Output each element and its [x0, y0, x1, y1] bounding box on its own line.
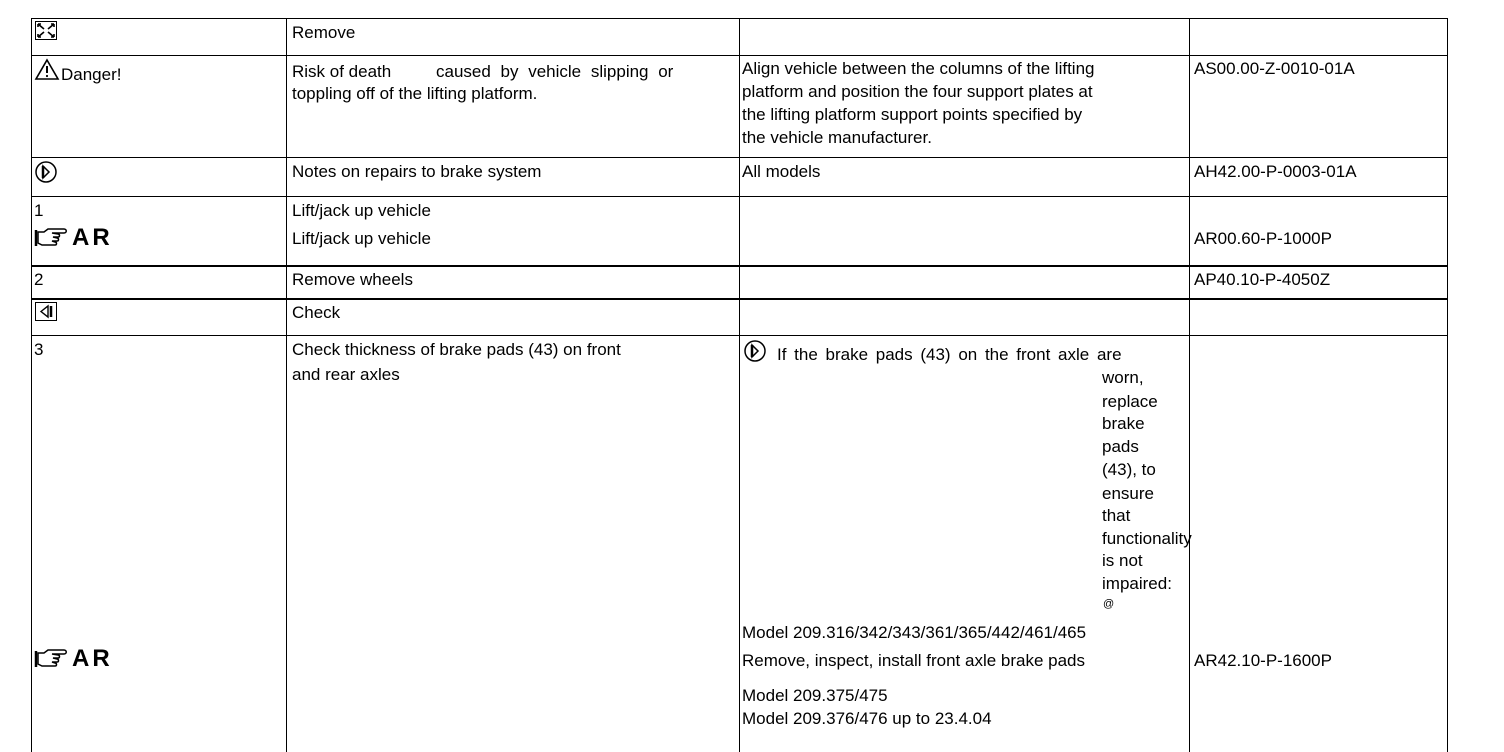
brake-pad-note-intro: If the brake pads (43) on the front axle are [777, 345, 1122, 364]
notes-reference: AH42.00-P-0003-01A [1194, 162, 1357, 181]
notes-action: Notes on repairs to brake system [292, 162, 542, 181]
brake-pad-note-word: (43), to [1102, 460, 1156, 479]
danger-note-line: Align vehicle between the columns of the lifting [742, 59, 1095, 78]
note-icon [743, 339, 767, 363]
column-divider [1189, 18, 1190, 752]
remove-wheels-reference: AP40.10-P-4050Z [1194, 270, 1331, 289]
danger-note-line: platform and position the four support plates at [742, 82, 1093, 101]
brake-pad-note-word: pads [1102, 437, 1139, 456]
brake-pad-note-word: functionality [1102, 529, 1192, 548]
ar-reference-marker [34, 645, 113, 673]
danger-action-part-c: toppling off of the lifting platform. [292, 84, 538, 103]
front-axle-reference: AR42.10-P-1600P [1194, 651, 1332, 670]
remove-wheels-action: Remove wheels [292, 270, 413, 289]
brake-pad-action-line: Check thickness of brake pads (43) on front [292, 340, 621, 359]
danger-reference: AS00.00-Z-0010-01A [1194, 59, 1355, 78]
column-divider [286, 18, 287, 752]
check-icon [35, 302, 57, 321]
warning-triangle-icon [34, 58, 60, 81]
ar-label: AR [72, 224, 113, 251]
pointing-hand-icon [34, 226, 70, 250]
brake-pad-note-at: @ [1103, 598, 1115, 610]
model-applicability: Model 209.316/342/343/361/365/442/461/465 [742, 623, 1087, 642]
brake-pad-note-word: ensure [1102, 484, 1154, 503]
column-divider [739, 18, 740, 752]
ar-reference-marker [34, 224, 113, 252]
model-applicability: Model 209.375/475 [742, 686, 888, 705]
pointing-hand-icon [34, 647, 70, 671]
brake-pad-note-word: that [1102, 506, 1131, 525]
danger-label: Danger! [61, 65, 122, 84]
check-action: Check [292, 303, 341, 322]
column-divider [1447, 18, 1448, 752]
brake-pad-note-word: impaired: [1102, 574, 1172, 593]
model-applicability: Model 209.376/476 up to 23.4.04 [742, 709, 992, 728]
step-number: 3 [34, 340, 44, 359]
ar-label: AR [72, 645, 113, 672]
step-number: 1 [34, 201, 44, 220]
brake-pad-action-line: and rear axles [292, 365, 400, 384]
lift-action: Lift/jack up vehicle [292, 201, 431, 220]
danger-action-part-b: caused by vehicle slipping or [436, 62, 674, 81]
remove-icon [35, 21, 57, 40]
danger-note-line: the vehicle manufacturer. [742, 128, 932, 147]
front-axle-sub-action: Remove, inspect, install front axle brake pads [742, 651, 1086, 670]
lift-reference: AR00.60-P-1000P [1194, 229, 1332, 248]
danger-note-line: the lifting platform support points specified by [742, 105, 1083, 124]
step-number: 2 [34, 270, 44, 289]
brake-pad-note-word: replace [1102, 392, 1158, 411]
column-divider [31, 18, 32, 752]
note-icon [34, 160, 58, 184]
action-remove: Remove [292, 23, 356, 42]
lift-action-ar: Lift/jack up vehicle [292, 229, 431, 248]
brake-pad-note-word: brake [1102, 414, 1145, 433]
danger-action-part-a: Risk of death [292, 62, 392, 81]
notes-scope: All models [742, 162, 821, 181]
brake-pad-note-word: is not [1102, 551, 1143, 570]
brake-pad-note-word: worn, [1102, 368, 1144, 387]
